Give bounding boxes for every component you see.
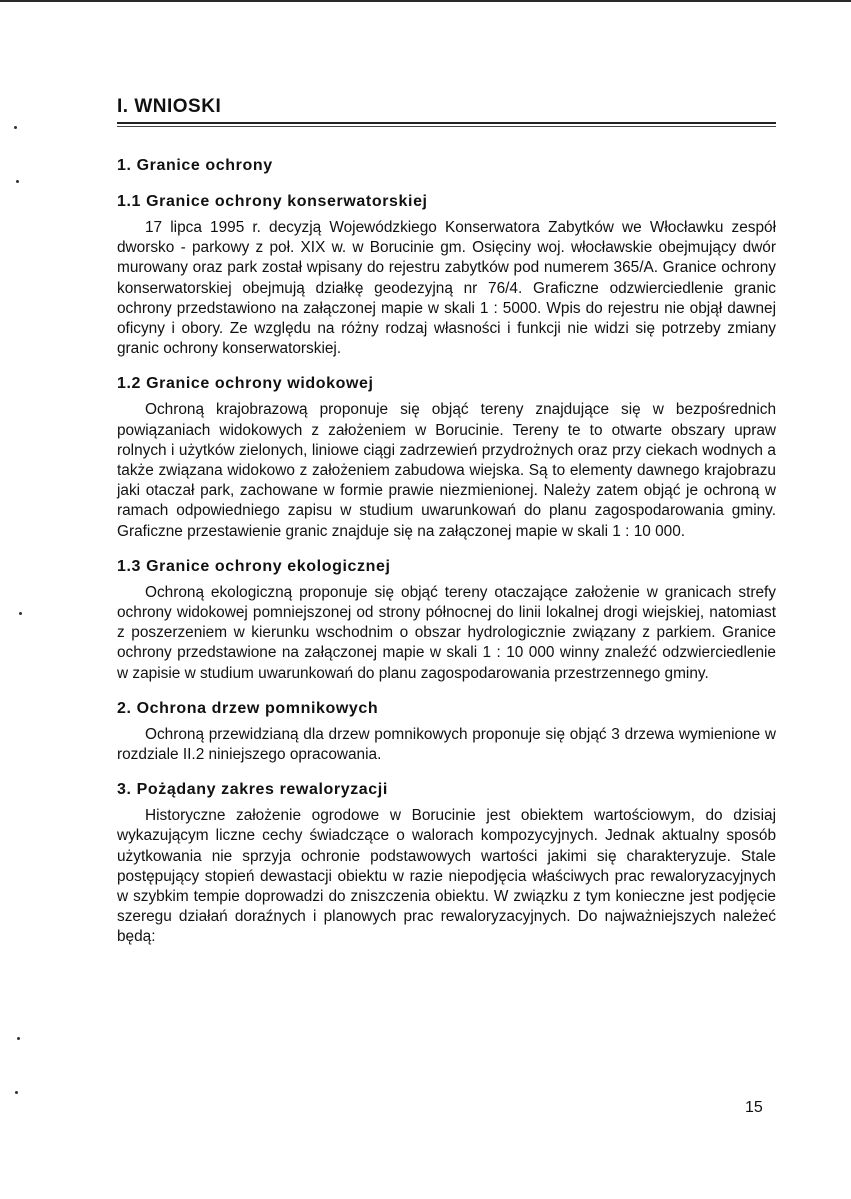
section-paragraph-1-3: Ochroną ekologiczną proponuje się objąć tereny otaczające założenie w granicach strefy ochrony widokowej pomniejszonej od strony północnej do linii lokalnej drogi wiejskiej, natomiast z poszerzeniem w kierunku wschodnim o obszar hydrologicznie związany z parkiem. Granice ochrony przedstawione na załączonej mapie w skali 1 : 10 000 winny znaleźć odzwierciedlenie w zapisie w studium uwarunkowań do planu zagospodarowania przestrzennego gminy. <box>117 583 776 682</box>
chapter-title: I. WNIOSKI <box>117 96 222 117</box>
section-paragraph-1-2: Ochroną krajobrazową proponuje się objąć tereny znajdujące się w bezpośrednich powiązaniach widokowych z założeniem w Borucinie. Tereny te to otwarte obszary upraw rolnych i użytków zielonych, liniowe ciągi zadrzewień przydrożnych oraz przy ciekach wodnych a także związana widokowo z założeniem zabudowa wiejska. Są to elementy dawnego krajobrazu jaki otaczał park, zachowane w formie prawie niezmienionej. Należy zatem objąć je ochroną w ramach odpowiedniego zapisu w studium uwarunkowań do planu zagospodarowania gminy. Graficzne przestawienie granic znajduje się na załączonej mapie w skali 1 : 10 000. <box>117 401 776 540</box>
section-paragraph-3: Historyczne założenie ogrodowe w Borucinie jest obiektem wartościowym, do dzisiaj wykazującym liczne cechy świadczące o walorach kompozycyjnych. Jednak aktualny sposób użytkowania nie sprzyja ochronie podstawowych wartości jakimi się charakteryzuje. Stale postępujący stopień dewastacji obiektu w razie niepodjęcia właściwych prac rewaloryzacyjnych w szybkim tempie doprowadzi do zniszczenia obiektu. W związku z tym konieczne jest podjęcie szeregu działań doraźnych i planowych prac rewaloryzacyjnych. Do najważniejszych należeć będą: <box>117 807 776 946</box>
section-heading-1-3: 1.3 Granice ochrony ekologicznej <box>117 557 391 575</box>
title-rule <box>117 122 776 124</box>
scan-speck <box>14 126 17 129</box>
section-paragraph-1-1: 17 lipca 1995 r. decyzją Wojewódzkiego Konserwatora Zabytków we Włocławku zespół dworsko - parkowy z poł. XIX w. w Borucinie gm. Osięciny woj. włocławskie obejmujący dwór murowany oraz park został wpisany do rejestru zabytków pod numerem 365/A. Granice ochrony konserwatorskiej obejmują działkę geodezyjną nr 76/4. Graficzne odzwierciedlenie granic ochrony przedstawiono na załączonej mapie w skali 1 : 5000. Wpis do rejestru nie objął dawnej oficyny i obory. Ze względu na różny rodzaj własności i funkcji nie widzi się potrzeby zmiany granic ochrony konserwatorskiej. <box>117 219 776 358</box>
title-rule-thin <box>117 126 776 127</box>
section-heading-1: 1. Granice ochrony <box>117 157 273 174</box>
scan-speck <box>15 1091 18 1094</box>
scan-edge <box>0 0 851 2</box>
section-heading-1-1: 1.1 Granice ochrony konserwatorskiej <box>117 193 428 210</box>
scan-speck <box>16 180 19 183</box>
document-page <box>117 95 776 948</box>
page-number: 15 <box>745 1099 763 1116</box>
scan-speck <box>19 612 22 615</box>
section-heading-3: 3. Pożądany zakres rewaloryzacji <box>117 781 388 799</box>
section-heading-1-2: 1.2 Granice ochrony widokowej <box>117 375 374 393</box>
section-heading-2: 2. Ochrona drzew pomnikowych <box>117 699 379 717</box>
scan-speck <box>17 1037 20 1040</box>
section-paragraph-2: Ochroną przewidzianą dla drzew pomnikowych proponuje się objąć 3 drzewa wymienione w rozdziale II.2 niniejszego opracowania. <box>117 725 776 764</box>
